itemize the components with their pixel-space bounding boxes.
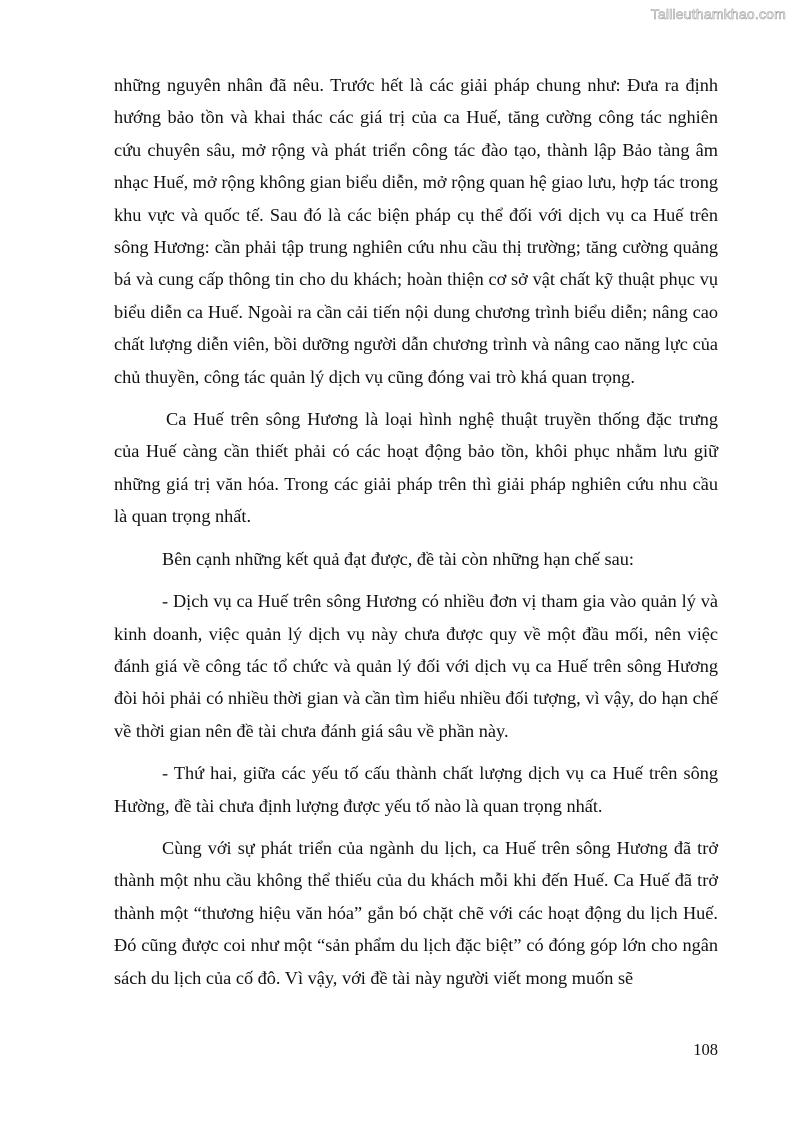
page-number: 108 — [693, 1040, 718, 1059]
paragraph-limitation-management: - Dịch vụ ca Huế trên sông Hương có nhiều đơn vị tham gia vào quản lý và kinh doanh, việc quản lý dịch vụ này chưa được quy về một đầu mối, nên việc đánh giá về công tác tổ chức và quản lý đối với dịch vụ ca Huế trên sông Hương đòi hỏi phải có nhiều thời gian và cần tìm hiểu nhiều đối tượng, vì vậy, do hạn chế về thời gian nên đề tài chưa đánh giá sâu về phần này. — [114, 591, 718, 741]
paragraph-limitation-quality-factors: - Thứ hai, giữa các yếu tố cấu thành chất lượng dịch vụ ca Huế trên sông Hường, đề tài chưa định lượng được yếu tố nào là quan trọng nhất. — [114, 763, 718, 816]
document-body — [114, 69, 718, 994]
paragraph-ca-hue-importance: Ca Huế trên sông Hương là loại hình nghệ thuật truyền thống đặc trưng của Huế càng cần thiết phải có các hoạt động bảo tồn, khôi phục nhằm lưu giữ những giá trị văn hóa. Trong các giải pháp trên thì giải pháp nghiên cứu nhu cầu là quan trọng nhất. — [114, 409, 718, 527]
paragraph-solutions-summary: những nguyên nhân đã nêu. Trước hết là các giải pháp chung như: Đưa ra định hướng bảo tồn và khai thác các giá trị của ca Huế, tăng cường công tác nghiên cứu chuyên sâu, mở rộng và phát triển công tác đào tạo, thành lập Bảo tàng âm nhạc Huế, mở rộng không gian biểu diễn, mở rộng quan hệ giao lưu, hợp tác trong khu vực và quốc tế. Sau đó là các biện pháp cụ thể đối với dịch vụ ca Huế trên sông Hương: cần phải tập trung nghiên cứu nhu cầu thị trường; tăng cường quảng bá và cung cấp thông tin cho du khách; hoàn thiện cơ sở vật chất kỹ thuật phục vụ biểu diễn ca Huế. Ngoài ra cần cải tiến nội dung chương trình biểu diễn; nâng cao chất lượng diễn viên, bồi dưỡng người dẫn chương trình và nâng cao năng lực của chủ thuyền, công tác quản lý dịch vụ cũng đóng vai trò khá quan trọng. — [114, 75, 718, 387]
paragraph-limitations-intro: Bên cạnh những kết quả đạt được, đề tài còn những hạn chế sau: — [162, 548, 634, 569]
paragraph-tourism-development: Cùng với sự phát triển của ngành du lịch, ca Huế trên sông Hương đã trở thành một nhu cầu không thể thiếu của du khách mỗi khi đến Huế. Ca Huế đã trở thành một “thương hiệu văn hóa” gắn bó chặt chẽ với các hoạt động du lịch Huế. Đó cũng được coi như một “sản phẩm du lịch đặc biệt” có đóng góp lớn cho ngân sách du lịch của cố đô. Vì vậy, với đề tài này người viết mong muốn sẽ — [114, 837, 718, 988]
watermark-logo: Tailieuthamkhao.com — [650, 6, 786, 22]
